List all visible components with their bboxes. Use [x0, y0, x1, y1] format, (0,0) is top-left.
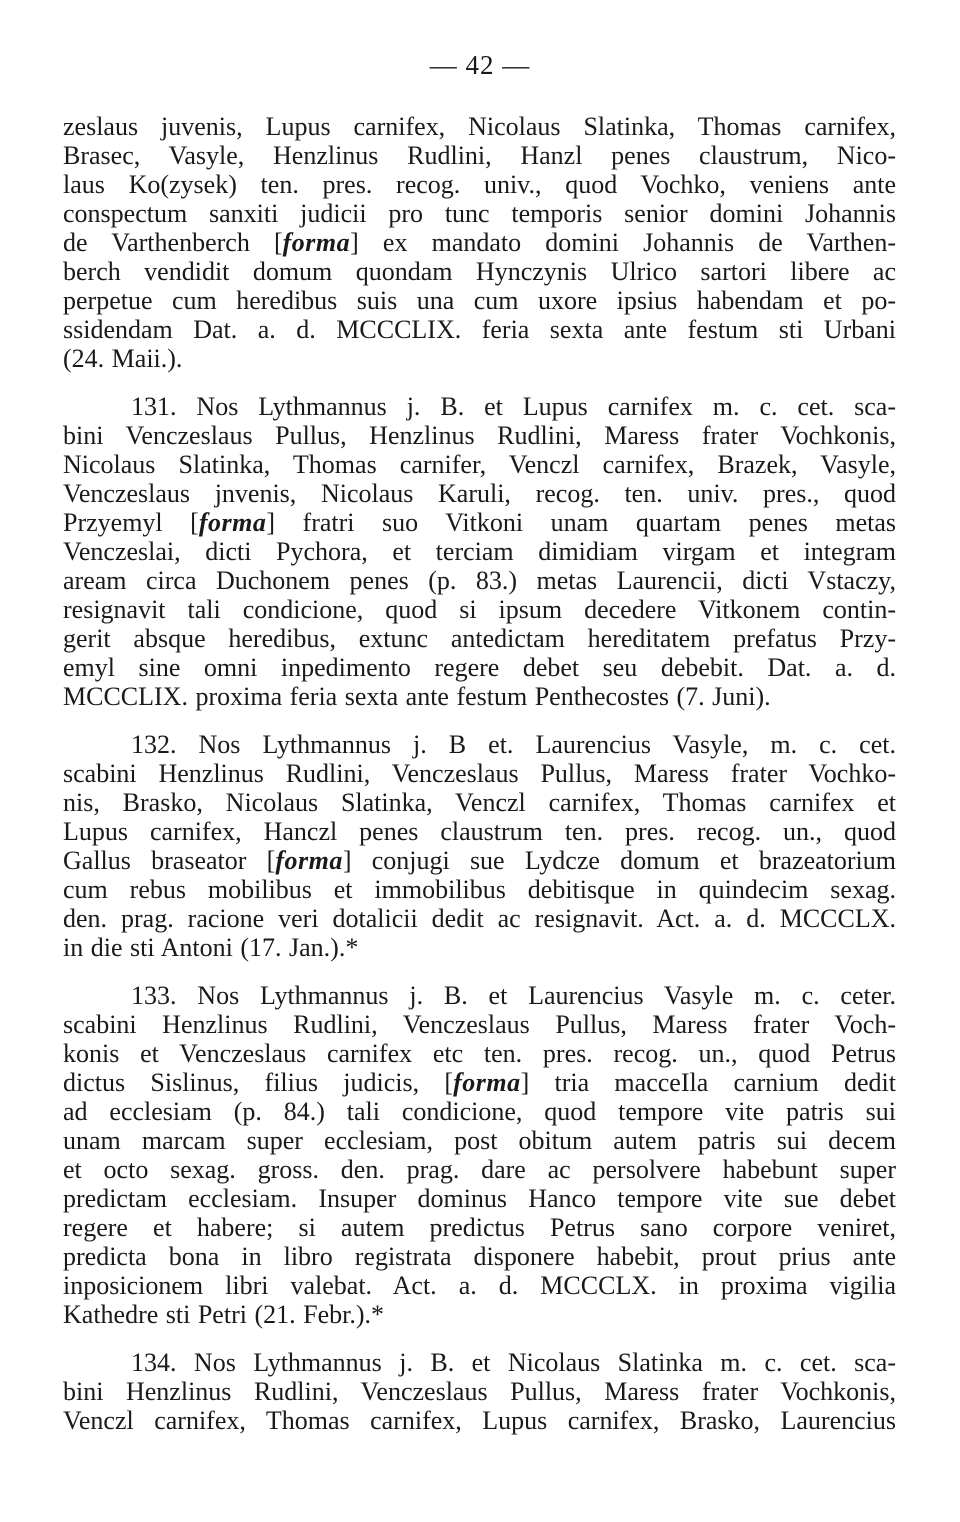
text-segment: ] conjugi sue Lydcze domum et brazeatorium [342, 846, 896, 875]
text-line: scabini Henzlinus Rudlini, Venczeslaus Pullus, Maress frater Voch- [63, 1010, 896, 1039]
text-line: scabini Henzlinus Rudlini, Venczeslaus Pullus, Maress frater Vochko- [63, 759, 896, 788]
text-line [63, 1068, 896, 1097]
page-number: — 42 — [429, 50, 531, 80]
text-segment: dictus Sislinus, filius judicis, [ [63, 1068, 454, 1097]
text-line [63, 228, 896, 257]
text-line: nis, Brasko, Nicolaus Slatinka, Venczl carnifex, Thomas carnifex et [63, 788, 896, 817]
text-line: Brasec, Vasyle, Henzlinus Rudlini, Hanzl penes claustrum, Nico- [63, 141, 896, 170]
text-line: Venczl carnifex, Thomas carnifex, Lupus carnifex, Brasko, Laurencius [63, 1406, 896, 1435]
text-line: aream circa Duchonem penes (p. 83.) metas Laurencii, dicti Vstaczy, [63, 566, 896, 595]
text-line: perpetue cum heredibus suis una cum uxore ipsius habendam et po- [63, 286, 896, 315]
text-line: predictam ecclesiam. Insuper dominus Hanco tempore vite sue debet [63, 1184, 896, 1213]
text-line: MCCCLIX. proxima feria sexta ante festum Penthecostes (7. Juni). [63, 682, 771, 711]
text-segment: ] ex mandato domini Johannis de Varthen- [350, 228, 896, 257]
text-line: emyl sine omni inpedimento regere debet seu debebit. Dat. a. d. [63, 653, 896, 682]
entry-3 [63, 981, 896, 1329]
text-line: berch vendidit domum quondam Hynczynis Ulrico sartori libere ac [63, 257, 896, 286]
text-line: Lupus carnifex, Hanczl penes claustrum ten. pres. recog. un., quod [63, 817, 896, 846]
text-line: konis et Venczeslaus carnifex etc ten. pres. recog. un., quod Petrus [63, 1039, 896, 1068]
text-line: bini Venczeslaus Pullus, Henzlinus Rudlini, Maress frater Vochkonis, [63, 421, 896, 450]
entry-4 [63, 1348, 896, 1435]
text-line: ssidendam Dat. a. d. MCCCLIX. feria sexta ante festum sti Urbani [63, 315, 896, 344]
forma-mark: forma [453, 1068, 521, 1097]
text-line: cum rebus mobilibus et immobilibus debitisque in quindecim sexag. [63, 875, 896, 904]
text-line: zeslaus juvenis, Lupus carnifex, Nicolaus Slatinka, Thomas carnifex, [63, 112, 896, 141]
text-segment: de Varthenberch [ [63, 228, 283, 257]
text-segment: ] fratri suo Vitkoni unam quartam penes metas [266, 508, 896, 537]
entry-2 [63, 730, 896, 962]
text-line: inposicionem libri valebat. Act. a. d. MCCCLX. in proxima vigilia [63, 1271, 896, 1300]
text-line [63, 508, 896, 537]
text-line: laus Ko(zysek) ten. pres. recog. univ., quod Vochko, veniens ante [63, 170, 896, 199]
text-segment: Przyemyl [ [63, 508, 199, 537]
text-line: et octo sexag. gross. den. prag. dare ac persolvere habebunt super [63, 1155, 896, 1184]
text-line: ad ecclesiam (p. 84.) tali condicione, quod tempore vite patris sui [63, 1097, 896, 1126]
entry-continuation [63, 112, 896, 373]
text-line: 132. Nos Lythmannus j. B et. Laurencius Vasyle, m. c. cet. [131, 730, 896, 759]
text-line: Kathedre sti Petri (21. Febr.).* [63, 1300, 384, 1329]
text-line: den. prag. racione veri dotalicii dedit ac resignavit. Act. a. d. MCCCLX. [63, 904, 896, 933]
text-line: resignavit tali condicione, quod si ipsum decedere Vitkonem contin- [63, 595, 896, 624]
text-line: 134. Nos Lythmannus j. B. et Nicolaus Slatinka m. c. cet. sca- [131, 1348, 896, 1377]
document-body [63, 112, 896, 1435]
text-line [63, 846, 896, 875]
text-line: Venczeslai, dicti Pychora, et terciam dimidiam virgam et integram [63, 537, 896, 566]
text-line: gerit absque heredibus, extunc antedictam hereditatem prefatus Przy- [63, 624, 896, 653]
text-line: bini Henzlinus Rudlini, Venczeslaus Pullus, Maress frater Vochkonis, [63, 1377, 896, 1406]
text-line: Venczeslaus jnvenis, Nicolaus Karuli, recog. ten. univ. pres., quod [63, 479, 896, 508]
text-line: unam marcam super ecclesiam, post obitum autem patris sui decem [63, 1126, 896, 1155]
text-line: 131. Nos Lythmannus j. B. et Lupus carnifex m. c. cet. sca- [131, 392, 896, 421]
text-line: Nicolaus Slatinka, Thomas carnifer, Venczl carnifex, Brazek, Vasyle, [63, 450, 896, 479]
forma-mark: forma [198, 508, 267, 537]
text-line: conspectum sanxiti judicii pro tunc temporis senior domini Johannis [63, 199, 896, 228]
text-line: predicta bona in libro registrata disponere habebit, prout prius ante [63, 1242, 896, 1271]
text-segment: ] tria macceIla carnium dedit [520, 1068, 896, 1097]
text-line: regere et habere; si autem predictus Petrus sano corpore veniret, [63, 1213, 896, 1242]
forma-mark: forma [282, 228, 351, 257]
entry-1 [63, 392, 896, 711]
text-line: 133. Nos Lythmannus j. B. et Laurencius Vasyle m. c. ceter. [131, 981, 896, 1010]
text-line: in die sti Antoni (17. Jan.).* [63, 933, 359, 962]
forma-mark: forma [275, 846, 343, 875]
text-segment: Gallus braseator [ [63, 846, 276, 875]
text-line: (24. Maii.). [63, 344, 183, 373]
